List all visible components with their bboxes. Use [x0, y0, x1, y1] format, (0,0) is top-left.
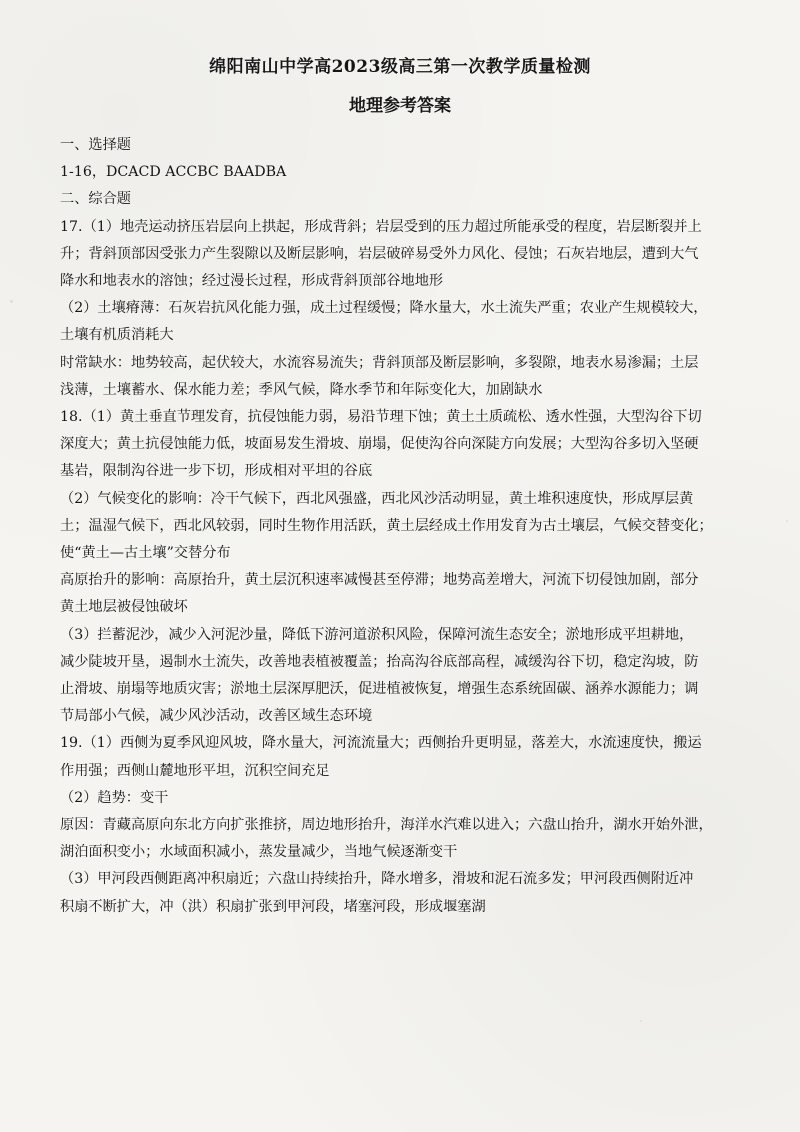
page-title: 绵阳南山中学高2023级高三第一次教学质量检测 [209, 57, 591, 77]
q18-line-12: 节局部小气候，减少风沙活动，改善区域生态环境 [60, 708, 373, 725]
q17-line-2: 升；背斜顶部因受张力产生裂隙以及断层影响，岩层破碎易受外力风化、侵蚀；石灰岩地层，遭到大气 [60, 245, 699, 262]
q19-line-2: 作用强；西侧山麓地形平坦，沉积空间充足 [60, 762, 330, 779]
q17-line-1: 17.（1）地壳运动挤压岩层向上拱起，形成背斜；岩层受到的压力超过所能承受的程度，岩层断裂并上 [60, 218, 702, 235]
q19-line-3: （2）趋势：变干 [60, 789, 169, 806]
q17-line-7: 浅薄，土壤蓄水、保水能力差；季风气候，降水季节和年际变化大，加剧缺水 [60, 381, 543, 398]
scan-speck [640, 1020, 642, 1022]
section-heading-choice: 一、选择题 [60, 137, 131, 153]
q19-line-5: 湖泊面积变小；水域面积减小，蒸发量减少，当地气候逐渐变干 [60, 844, 458, 861]
q18-line-1: 18.（1）黄土垂直节理发育，抗侵蚀能力弱，易沿节理下蚀；黄土土质疏松、透水性强，大型沟谷下切 [60, 409, 702, 426]
q18-line-8: 黄土地层被侵蚀破坏 [60, 599, 188, 616]
q17-line-6: 时常缺水：地势较高，起伏较大，水流容易流失；背斜顶部及断层影响，多裂隙，地表水易渗漏；土层 [60, 354, 699, 371]
choice-answers: 1-16，DCACD ACCBC BAADBA [60, 164, 287, 181]
q18-line-6: 使“黄土—古土壤”交替分布 [60, 545, 231, 562]
q17-line-4: （2）土壤瘠薄：石灰岩抗风化能力强，成土过程缓慢；降水量大，水土流失严重；农业产生规模较大， [60, 300, 708, 317]
page-subtitle: 地理参考答案 [349, 96, 451, 116]
q19-line-4: 原因：青藏高原向东北方向扩张推挤，周边地形抬升，海洋水汽难以进入；六盘山抬升，湖水开始外泄， [60, 817, 713, 834]
q18-line-5: 土；温湿气候下，西北风较弱，同时生物作用活跃，黄土层经成土作用发育为古土壤层，气候交替变化； [60, 517, 713, 534]
scan-speck [786, 520, 788, 522]
q19-line-1: 19.（1）西侧为夏季风迎风坡，降水量大，河流流量大；西侧抬升更明显，落差大，水流速度快，搬运 [60, 735, 702, 752]
section-heading-comprehensive: 二、综合题 [60, 191, 131, 208]
q18-line-10: 减少陡坡开垦，遏制水土流失，改善地表植被覆盖；抬高沟谷底部高程，减缓沟谷下切，稳定沟坡，防 [60, 653, 699, 670]
scan-speck [10, 300, 13, 303]
q18-line-7: 高原抬升的影响：高原抬升，黄土层沉积速率减慢甚至停滞；地势高差增大，河流下切侵蚀加剧，部分 [60, 572, 699, 589]
q19-line-6: （3）甲河段西侧距离冲积扇近；六盘山持续抬升，降水增多，滑坡和泥石流多发；甲河段西侧附近冲 [60, 871, 694, 888]
q18-line-9: （3）拦蓄泥沙，减少入河泥沙量，降低下游河道淤积风险，保障河流生态安全；淤地形成平坦耕地， [60, 626, 694, 643]
q18-line-11: 止滑坡、崩塌等地质灾害；淤地土层深厚肥沃，促进植被恢复，增强生态系统固碳、涵养水源能力；调 [60, 681, 699, 698]
q18-line-3: 基岩，限制沟谷进一步下切，形成相对平坦的谷底 [60, 463, 373, 480]
q18-line-2: 深度大；黄土抗侵蚀能力低，坡面易发生滑坡、崩塌，促使沟谷向深陡方向发展；大型沟谷多切入坚硬 [60, 436, 699, 453]
answer-content [60, 132, 740, 921]
q19-line-7: 积扇不断扩大，冲（洪）积扇扩张到甲河段，堵塞河段，形成堰塞湖 [60, 898, 486, 915]
q17-line-5: 土壤有机质消耗大 [60, 327, 174, 344]
q18-line-4: （2）气候变化的影响：冷干气候下，西北风强盛，西北风沙活动明显，黄土堆积速度快，形成厚层黄 [60, 490, 694, 507]
q17-line-3: 降水和地表水的溶蚀；经过漫长过程，形成背斜顶部谷地地形 [60, 273, 444, 290]
